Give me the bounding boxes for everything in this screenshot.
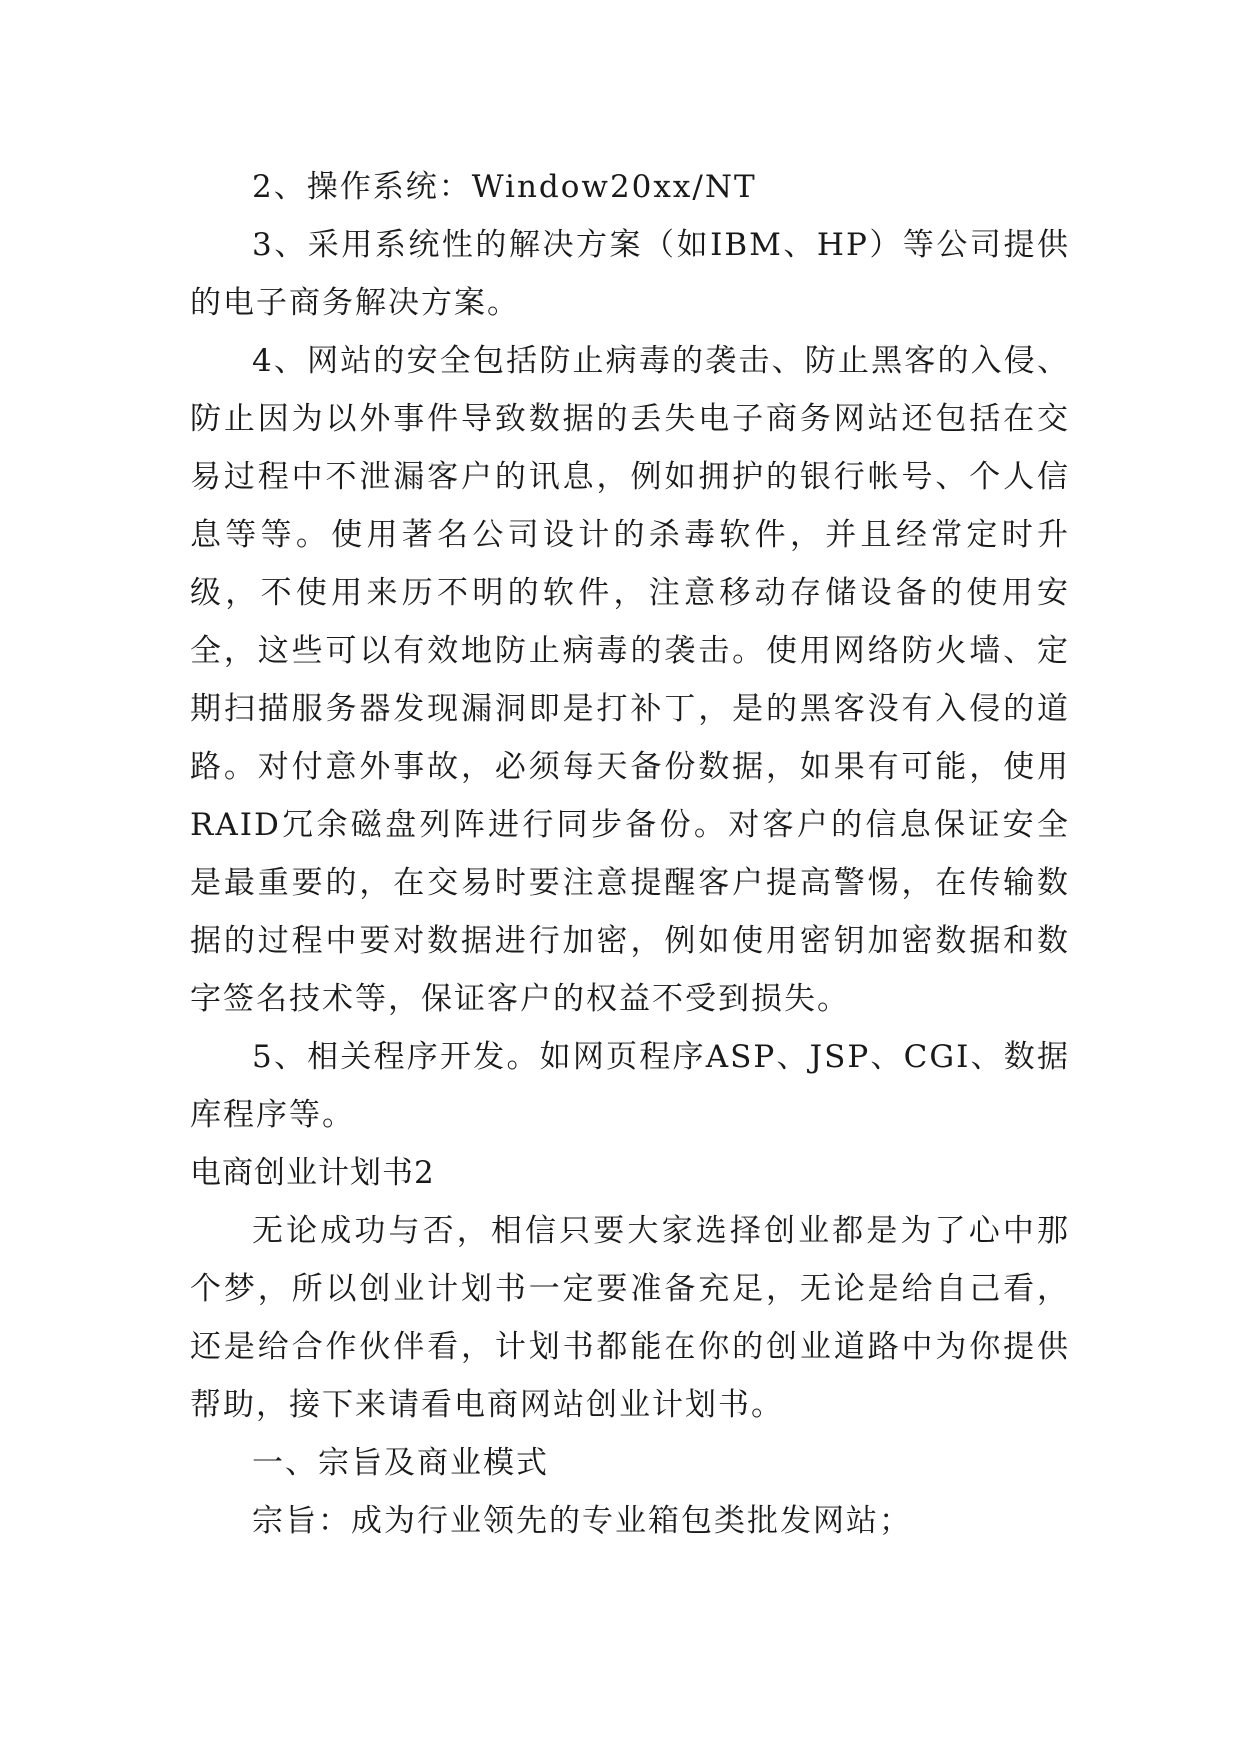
paragraph-intro: 无论成功与否，相信只要大家选择创业都是为了心中那个梦，所以创业计划书一定要准备充足，无论是给自己看，还是给合作伙伴看，计划书都能在你的创业道路中为你提供帮助，接下来请看电商网站创业计划书。 <box>190 1213 1070 1423</box>
paragraph-purpose: 宗旨：成为行业领先的专业箱包类批发网站； <box>252 1503 912 1539</box>
document-body <box>190 158 1070 1550</box>
paragraph-solution: 3、采用系统性的解决方案（如IBM、HP）等公司提供的电子商务解决方案。 <box>190 227 1070 321</box>
paragraph-os: 2、操作系统：Window20xx/NT <box>252 169 757 205</box>
paragraph-security: 4、网站的安全包括防止病毒的袭击、防止黑客的入侵、防止因为以外事件导致数据的丢失电子商务网站还包括在交易过程中不泄漏客户的讯息，例如拥护的银行帐号、个人信息等等。使用著名公司设计的杀毒软件，并且经常定时升级，不使用来历不明的软件，注意移动存储设备的使用安全，这些可以有效地防止病毒的袭击。使用网络防火墙、定期扫描服务器发现漏洞即是打补丁，是的黑客没有入侵的道路。对付意外事故，必须每天备份数据，如果有可能，使用RAID冗余磁盘列阵进行同步备份。对客户的信息保证安全是最重要的，在交易时要注意提醒客户提高警惕，在传输数据的过程中要对数据进行加密，例如使用密钥加密数据和数字签名技术等，保证客户的权益不受到损失。 <box>190 343 1070 1017</box>
section-title: 电商创业计划书2 <box>190 1155 435 1191</box>
paragraph-development: 5、相关程序开发。如网页程序ASP、JSP、CGI、数据库程序等。 <box>190 1039 1070 1133</box>
paragraph-purpose-heading: 一、宗旨及商业模式 <box>252 1445 549 1481</box>
